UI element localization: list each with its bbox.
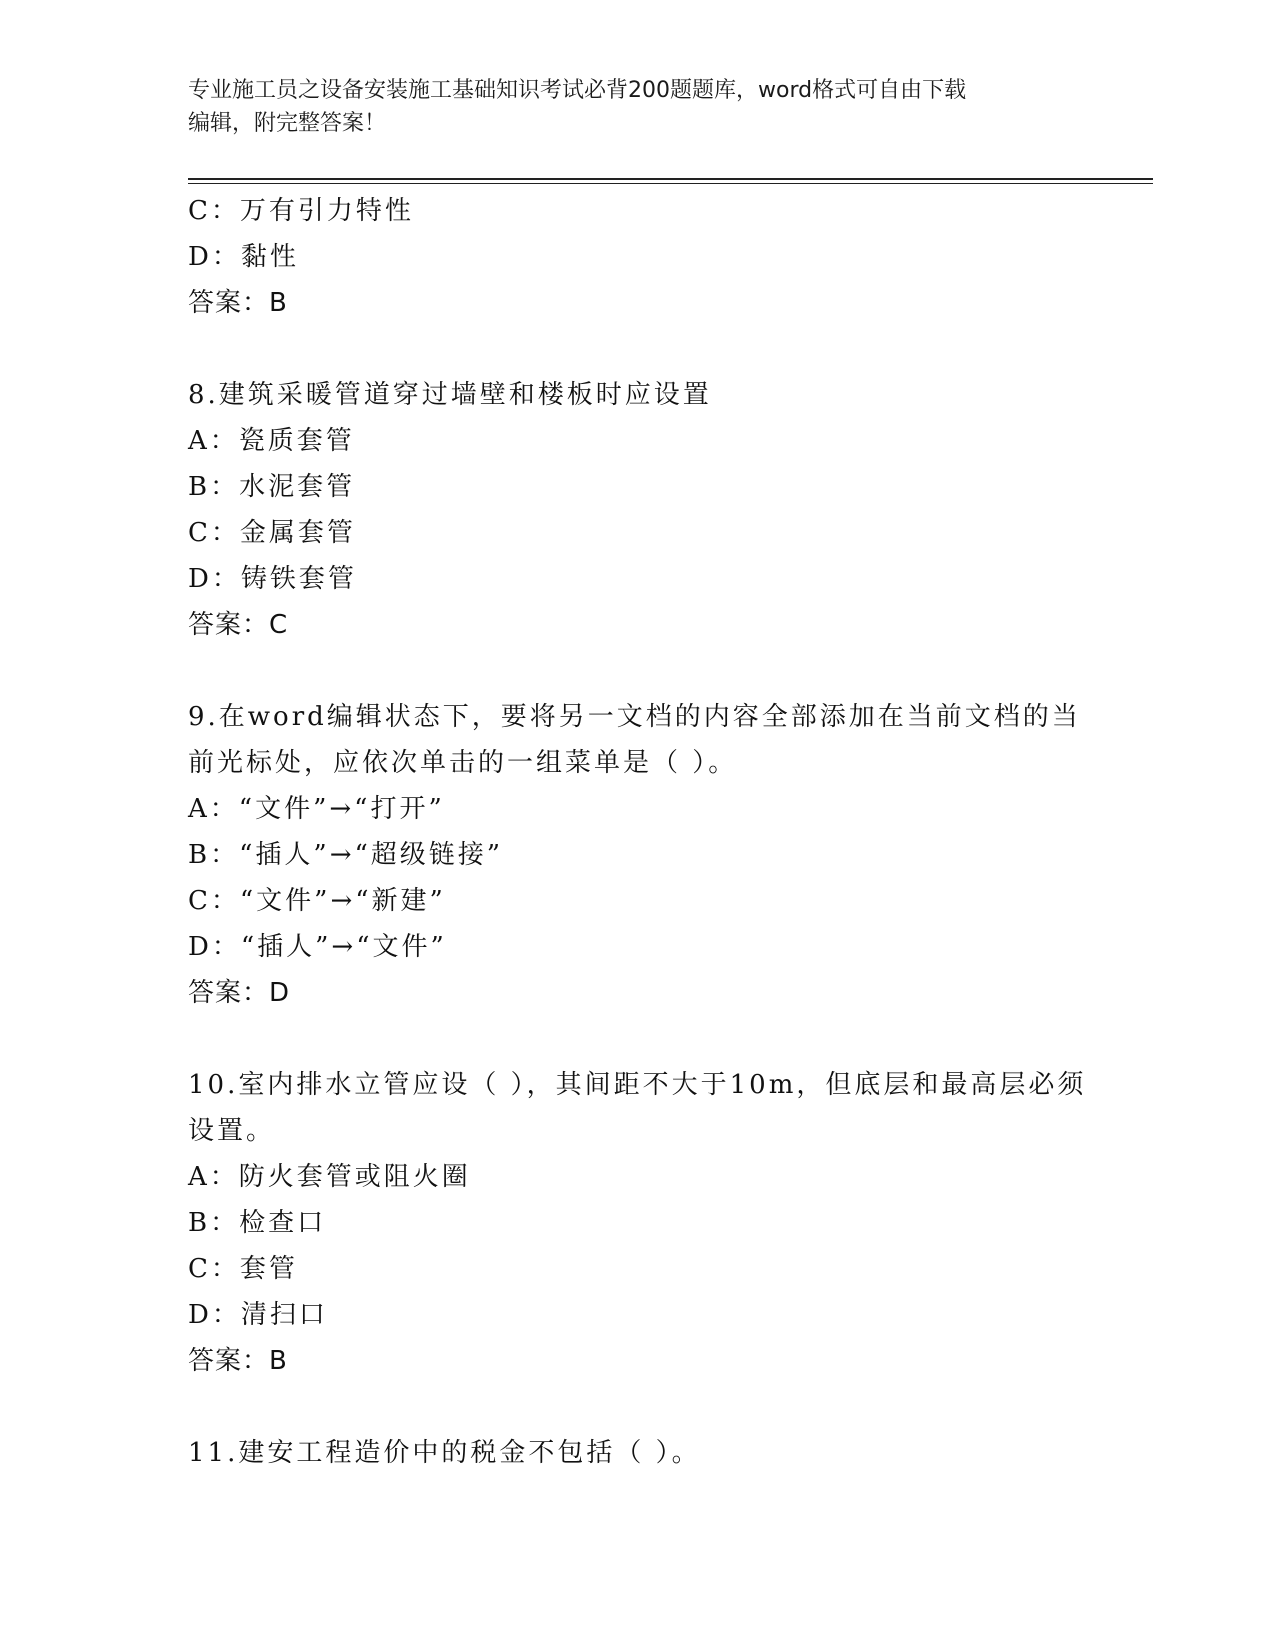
answer: 答案：C [188, 610, 289, 640]
question-block-8 [188, 372, 1088, 648]
question-block-10 [188, 1062, 1088, 1384]
option-d: D：“插人”→“文件” [188, 932, 447, 962]
header-line-2: 编辑，附完整答案！ [188, 111, 387, 136]
question-list [188, 188, 1088, 1476]
option-a: A：瓷质套管 [188, 426, 355, 456]
option-d: D：铸铁套管 [188, 564, 357, 594]
question-text-line-2: 设置。 [188, 1116, 276, 1146]
option-d: D：清扫口 [188, 1300, 328, 1330]
spacer [188, 326, 1088, 372]
option-b: B：“插人”→“超级链接” [188, 840, 504, 870]
option-c: C：套管 [188, 1254, 298, 1284]
answer: 答案：B [188, 288, 288, 318]
option-b: B：检查口 [188, 1208, 327, 1238]
question-text: 8.建筑采暖管道穿过墙壁和楼板时应设置 [188, 380, 712, 410]
answer: 答案：B [188, 1346, 288, 1376]
question-block-prev [188, 188, 1088, 326]
option-c: C：金属套管 [188, 518, 356, 548]
document-header [188, 74, 1068, 140]
spacer [188, 648, 1088, 694]
question-block-11 [188, 1430, 1088, 1476]
spacer [188, 1384, 1088, 1430]
spacer [188, 1016, 1088, 1062]
option-b: B：水泥套管 [188, 472, 356, 502]
header-divider-thin [188, 183, 1153, 184]
option-d: D：黏性 [188, 242, 299, 272]
option-a: A：防火套管或阻火圈 [188, 1162, 471, 1192]
header-line-1: 专业施工员之设备安装施工基础知识考试必背200题题库，word格式可自由下载 [188, 78, 967, 103]
option-c: C：万有引力特性 [188, 196, 414, 226]
question-text-line-1: 9.在word编辑状态下，要将另一文档的内容全部添加在当前文档的当 [188, 702, 1081, 732]
option-c: C：“文件”→“新建” [188, 886, 446, 916]
header-divider-thick [188, 178, 1153, 180]
question-block-9 [188, 694, 1088, 1016]
question-text-line-1: 10.室内排水立管应设（ ），其间距不大于10m，但底层和最高层必须 [188, 1070, 1087, 1100]
question-text-line-2: 前光标处，应依次单击的一组菜单是（ ）。 [188, 748, 738, 778]
answer: 答案：D [188, 978, 291, 1008]
question-text: 11.建安工程造价中的税金不包括（ ）。 [188, 1438, 701, 1468]
option-a: A：“文件”→“打开” [188, 794, 445, 824]
